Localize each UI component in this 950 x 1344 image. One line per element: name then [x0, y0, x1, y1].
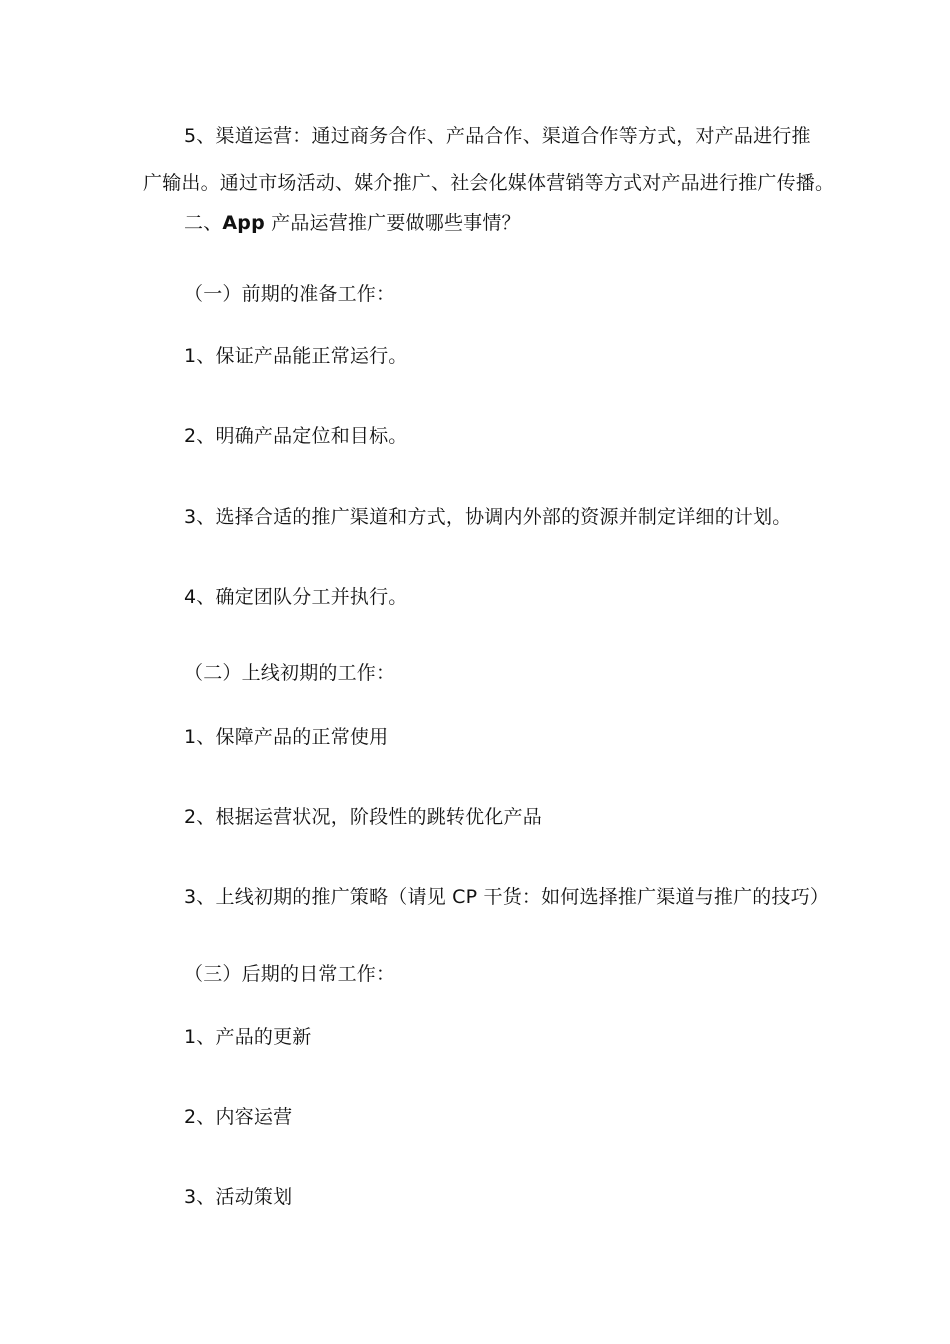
- heading-prefix: 二、: [184, 212, 223, 234]
- list-item: 1、保障产品的正常使用: [184, 726, 389, 748]
- list-item: 1、产品的更新: [184, 1026, 312, 1048]
- section-heading: [184, 211, 521, 235]
- subsection-title-daily: （三）后期的日常工作：: [184, 963, 396, 985]
- paragraph-channel-operation-line1: 5、渠道运营：通过商务合作、产品合作、渠道合作等方式，对产品进行推: [184, 125, 811, 147]
- heading-app: App: [222, 212, 265, 234]
- list-item: 1、保证产品能正常运行。: [184, 345, 408, 367]
- list-item: 2、根据运营状况，阶段性的跳转优化产品: [184, 806, 542, 828]
- heading-rest: 产品运营推广要做哪些事情？: [264, 212, 521, 234]
- list-item: 3、活动策划: [184, 1186, 293, 1208]
- list-item: 3、选择合适的推广渠道和方式，协调内外部的资源并制定详细的计划。: [184, 506, 792, 528]
- list-item: 2、明确产品定位和目标。: [184, 425, 408, 447]
- list-item: 2、内容运营: [184, 1106, 293, 1128]
- list-item: 4、确定团队分工并执行。: [184, 586, 408, 608]
- paragraph-channel-operation-line2: 广输出。通过市场活动、媒介推广、社会化媒体营销等方式对产品进行推广传播。: [143, 172, 835, 194]
- subsection-title-launch: （二）上线初期的工作：: [184, 662, 396, 684]
- list-item: 3、上线初期的推广策略（请见 CP 干货：如何选择推广渠道与推广的技巧）: [184, 886, 830, 908]
- subsection-title-preparation: （一）前期的准备工作：: [184, 283, 396, 305]
